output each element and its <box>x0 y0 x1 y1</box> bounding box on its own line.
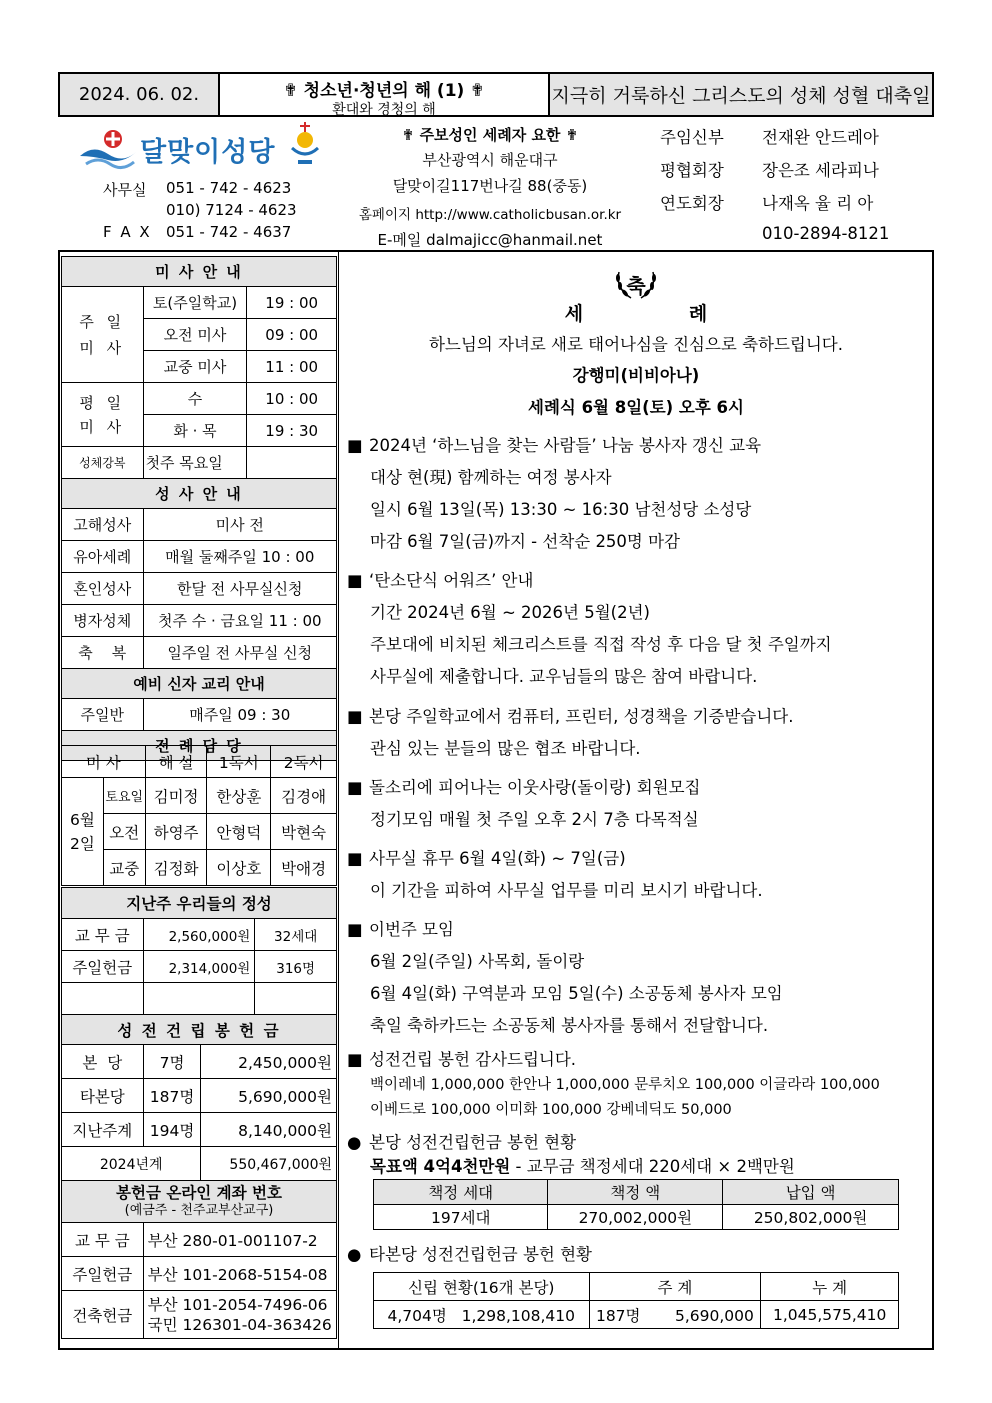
weekday-mass-label: 평 일 미 사 <box>62 383 144 447</box>
building-fund-table <box>61 1014 337 1181</box>
donor-list: 백이레네 1,000,000 한안나 1,000,000 문루치오 100,000 이글라라 100,000 <box>370 1077 880 1093</box>
table-cell: 4,704명 1,298,108,410 <box>374 1301 590 1329</box>
adoration-value: 첫주 목요일 <box>143 447 247 479</box>
staff-role-1: 주임신부 <box>660 128 724 147</box>
liturgy-header: 해 설 <box>145 746 207 778</box>
mass-time: 10 : 00 <box>247 383 337 415</box>
notice-text: 이번주 모임 <box>369 920 454 939</box>
building-count: 194명 <box>143 1113 201 1147</box>
mass-name: 수 <box>143 383 247 415</box>
office-label: 사무실 <box>103 181 147 199</box>
offering-amount: 2,314,000원 <box>143 951 255 983</box>
notice-2 <box>347 567 533 591</box>
offering-name: 주일헌금 <box>62 951 144 983</box>
parish-fund-table <box>373 1179 899 1230</box>
building-label: 타본당 <box>62 1079 144 1113</box>
staff-role-3: 연도회장 <box>660 194 724 213</box>
square-bullet-icon: ■ <box>347 778 363 797</box>
table-cell: 1,045,575,410 <box>761 1301 899 1329</box>
notice-text: 2024년 ‘하느님을 찾는 사람들’ 나눔 봉사자 갱신 교육 <box>369 436 762 455</box>
sacrament-name: 고해성사 <box>62 509 144 541</box>
building-count: 7명 <box>143 1045 201 1079</box>
commentator: 김정화 <box>145 850 207 886</box>
year-total-amount: 550,467,000원 <box>201 1147 337 1181</box>
mass-name: 오전 미사 <box>143 319 247 351</box>
notice-line: 관심 있는 분들의 많은 협조 바랍니다. <box>370 739 641 758</box>
offering-count: 316명 <box>255 951 337 983</box>
dot-bullet-icon: ● <box>347 1133 362 1152</box>
liturgy-header: 미 사 <box>62 746 146 778</box>
sacrament-value: 일주일 전 사무실 신청 <box>143 637 336 669</box>
account-label: 건축헌금 <box>62 1291 144 1339</box>
sunday-mass-label: 주 일 미 사 <box>62 287 144 383</box>
footer-divider <box>58 1348 934 1350</box>
sacrament-name: 축 복 <box>62 637 144 669</box>
notice-7 <box>347 1046 576 1070</box>
sacrament-name: 병자성체 <box>62 605 144 637</box>
account-number: 부산 101-2054-7496-06 <box>147 1295 328 1314</box>
patron-saint: ✟ 주보성인 세례자 요한 ✟ <box>401 126 579 144</box>
square-bullet-icon: ■ <box>347 707 363 726</box>
liturgy-mass: 교중 <box>103 850 145 886</box>
staff-name-3: 나재옥 율 리 아 <box>762 194 874 213</box>
building-accounts <box>143 1291 336 1339</box>
offering-name: 교 무 금 <box>62 919 144 951</box>
email-link[interactable]: E-메일 dalmajicc@hanmail.net <box>377 231 603 249</box>
mass-time: 19 : 00 <box>247 287 337 319</box>
sacrament-name: 유아세례 <box>62 541 144 573</box>
adoration-label: 성체강복 <box>62 447 144 479</box>
sacrament-name: 혼인성사 <box>62 573 144 605</box>
notice-text: 사무실 휴무 6월 4일(화) ~ 7일(금) <box>369 849 626 868</box>
notice-text: 돌소리에 피어나는 이웃사랑(돌이랑) 회원모집 <box>369 778 701 797</box>
notice-line: 주보대에 비치된 체크리스트를 직접 작성 후 다음 달 첫 주일까지 <box>370 635 832 654</box>
reader-2: 김경애 <box>271 778 337 814</box>
table-header: 주 계 <box>589 1273 761 1301</box>
notice-line: 이 기간을 피하여 사무실 업무를 미리 보시기 바랍니다. <box>370 881 763 900</box>
building-amount: 2,450,000원 <box>201 1045 337 1079</box>
liturgy-header: 2독서 <box>271 746 337 778</box>
staff-name-1: 전재완 안드레아 <box>762 128 879 147</box>
notice-line: 6월 4일(화) 구역분과 모임 5일(수) 소공동체 봉사자 모임 <box>370 984 783 1003</box>
building-title: 성 전 건 립 봉 헌 금 <box>62 1015 337 1045</box>
table-cell: 197세대 <box>374 1205 548 1230</box>
goal-amount: 목표액 4억4천만원 <box>370 1157 511 1176</box>
notice-9 <box>347 1241 592 1265</box>
celebration-message: 하느님의 자녀로 새로 태어나심을 진심으로 축하드립니다. <box>428 335 843 354</box>
table-header: 누 계 <box>761 1273 899 1301</box>
feast-title: 지극히 거룩하신 그리스도의 성체 성혈 대축일 <box>550 74 932 115</box>
accounts-title-cell <box>62 1181 337 1223</box>
mass-time: 11 : 00 <box>247 351 337 383</box>
celebration-title: 세 례 <box>564 303 708 325</box>
mass-time: 19 : 30 <box>247 415 337 447</box>
dot-bullet-icon: ● <box>347 1245 362 1264</box>
mass-title: 미 사 안 내 <box>62 257 337 287</box>
table-header: 책정 세대 <box>374 1180 548 1205</box>
square-bullet-icon: ■ <box>347 571 363 590</box>
staff-role-2: 평협회장 <box>660 161 724 180</box>
address-line1: 부산광역시 해운대구 <box>422 151 558 169</box>
liturgy-table <box>61 745 337 886</box>
reader-1: 이상호 <box>207 850 271 886</box>
office-phone: 051 - 742 - 4623 <box>166 179 292 197</box>
notice-line: 일시 6월 13일(목) 13:30 ~ 16:30 남천성당 소성당 <box>370 500 752 519</box>
empty-cell <box>143 983 255 1015</box>
baptism-ceremony: 세례식 6월 8일(토) 오후 6시 <box>528 398 744 417</box>
catechumen-value: 매주일 09 : 30 <box>143 699 336 731</box>
account-number: 국민 126301-04-363426 <box>147 1315 332 1334</box>
bulletin-date: 2024. 06. 02. <box>60 74 220 115</box>
offerings-title: 지난주 우리들의 정성 <box>62 888 337 919</box>
square-bullet-icon: ■ <box>347 849 363 868</box>
liturgy-header: 1독서 <box>207 746 271 778</box>
notice-3 <box>347 703 794 727</box>
building-count: 187명 <box>143 1079 201 1113</box>
sidebar-table <box>61 256 337 761</box>
building-amount: 8,140,000원 <box>201 1113 337 1147</box>
empty-cell <box>255 983 337 1015</box>
notice-line: 정기모임 매월 첫 주일 오후 2시 7층 다목적실 <box>370 810 699 829</box>
header-divider <box>58 250 934 252</box>
account-label: 교 무 금 <box>62 1223 144 1257</box>
table-header: 책정 액 <box>548 1180 723 1205</box>
notice-4 <box>347 774 700 798</box>
reader-2: 박애경 <box>271 850 337 886</box>
account-label: 주일헌금 <box>62 1257 144 1291</box>
notice-line: 6월 2일(주일) 사목회, 돌이랑 <box>370 952 585 971</box>
offerings-table <box>61 887 337 1015</box>
wave-cross-icon <box>78 126 138 172</box>
table-header: 신립 현황(16개 본당) <box>374 1273 590 1301</box>
offering-amount: 2,560,000원 <box>143 919 255 951</box>
year-theme <box>220 74 550 118</box>
commentator: 김미정 <box>145 778 207 814</box>
accounts-title: 봉헌금 온라인 계좌 번호 <box>116 1183 282 1202</box>
liturgy-mass: 오전 <box>103 814 145 850</box>
donor-list: 이베드로 100,000 이미화 100,000 강베네딕도 50,000 <box>370 1102 732 1118</box>
mass-name: 교중 미사 <box>143 351 247 383</box>
notice-text: ‘탄소단식 어워즈’ 안내 <box>369 571 534 590</box>
square-bullet-icon: ■ <box>347 920 363 939</box>
notice-1 <box>347 432 761 456</box>
notice-5 <box>347 845 626 869</box>
liturgy-title: 전 례 담 당 <box>62 731 337 761</box>
parish-name: 달맞이성당 <box>140 137 276 168</box>
notice-line: 사무실에 제출합니다. 교우님들의 많은 참여 바랍니다. <box>370 667 758 686</box>
sacrament-value: 첫주 수 · 금요일 11 : 00 <box>143 605 336 637</box>
fax-label: F A X <box>103 223 152 241</box>
table-header: 납입 액 <box>723 1180 899 1205</box>
liturgy-mass: 토요일 <box>103 778 145 814</box>
sacraments-title: 성 사 안 내 <box>62 479 337 509</box>
theme-subtitle: 환대와 경청의 해 <box>332 102 436 118</box>
goal-detail: - 교무금 책정세대 220세대 × 2백만원 <box>510 1157 795 1176</box>
notice-line: 축일 축하카드는 소공동체 봉사자를 통해서 전달합니다. <box>370 1016 769 1035</box>
building-label: 본 당 <box>62 1045 144 1079</box>
mass-time: 09 : 00 <box>247 319 337 351</box>
notice-6 <box>347 916 454 940</box>
accounts-table <box>61 1180 337 1339</box>
celebration-mark: 축 <box>626 274 646 298</box>
commentator: 하영주 <box>145 814 207 850</box>
homepage-link[interactable]: 홈페이지 http://www.catholicbusan.or.kr <box>358 207 622 223</box>
parish-phone: 010-2894-8121 <box>762 224 890 243</box>
reader-1: 한상훈 <box>207 778 271 814</box>
sacrament-value: 매월 둘째주일 10 : 00 <box>143 541 336 573</box>
building-label: 지난주계 <box>62 1113 144 1147</box>
goal-line <box>370 1153 795 1177</box>
notice-text: 성전건립 봉헌 감사드립니다. <box>369 1050 577 1069</box>
notice-line: 대상 현(現) 함께하는 여정 봉사자 <box>370 468 612 487</box>
building-amount: 5,690,000원 <box>201 1079 337 1113</box>
theme-title: ✟ 청소년·청년의 해 (1) ✟ <box>283 81 485 101</box>
staff-name-2: 장은조 세라피나 <box>762 161 879 180</box>
square-bullet-icon: ■ <box>347 1050 363 1069</box>
fax-number: 051 - 742 - 4637 <box>166 223 292 241</box>
notice-text: 본당 주일학교에서 컴퓨터, 프린터, 성경책을 기증받습니다. <box>369 707 794 726</box>
mass-name: 토(주일학교) <box>143 287 247 319</box>
parish-logo <box>78 124 318 172</box>
sacrament-value: 한달 전 사무실신청 <box>143 573 336 605</box>
catechumen-title: 예비 신자 교리 안내 <box>62 669 337 699</box>
notice-line: 마감 6월 7일(금)까지 - 선착순 250명 마감 <box>370 532 680 551</box>
notice-line: 기간 2024년 6월 ~ 2026년 5월(2년) <box>370 603 650 622</box>
empty-cell <box>62 983 144 1015</box>
chalice-icon <box>288 122 322 168</box>
offering-count: 32세대 <box>255 919 337 951</box>
baptized-name: 강행미(비비아나) <box>572 366 700 385</box>
account-number: 부산 101-2068-5154-08 <box>143 1257 336 1291</box>
square-bullet-icon: ■ <box>347 436 363 455</box>
catechumen-label: 주일반 <box>62 699 144 731</box>
left-border <box>58 250 60 1350</box>
account-number: 부산 280-01-001107-2 <box>143 1223 336 1257</box>
reader-1: 안형덕 <box>207 814 271 850</box>
notice-8 <box>347 1129 576 1153</box>
year-total-label: 2024년계 <box>62 1147 201 1181</box>
notice-text: 타본당 성전건립헌금 봉헌 현황 <box>369 1245 592 1264</box>
notice-text: 본당 성전건립헌금 봉헌 현황 <box>369 1133 577 1152</box>
table-cell: 270,002,000원 <box>548 1205 723 1230</box>
address-line2: 달맞이길117번나길 88(중동) <box>392 177 588 195</box>
accounts-subtitle: (예금주 - 천주교부산교구) <box>124 1202 274 1218</box>
right-border <box>932 250 934 1350</box>
table-cell: 250,802,000원 <box>723 1205 899 1230</box>
other-parish-fund-table <box>373 1272 899 1329</box>
office-mobile: 010) 7124 - 4623 <box>166 201 297 219</box>
column-divider <box>338 252 339 1348</box>
sacrament-value: 미사 전 <box>143 509 336 541</box>
mass-name: 화 · 목 <box>143 415 247 447</box>
header-bar <box>58 72 934 117</box>
table-cell: 187명 5,690,000 <box>589 1301 761 1329</box>
liturgy-date: 6월 2일 <box>62 778 104 886</box>
reader-2: 박현숙 <box>271 814 337 850</box>
